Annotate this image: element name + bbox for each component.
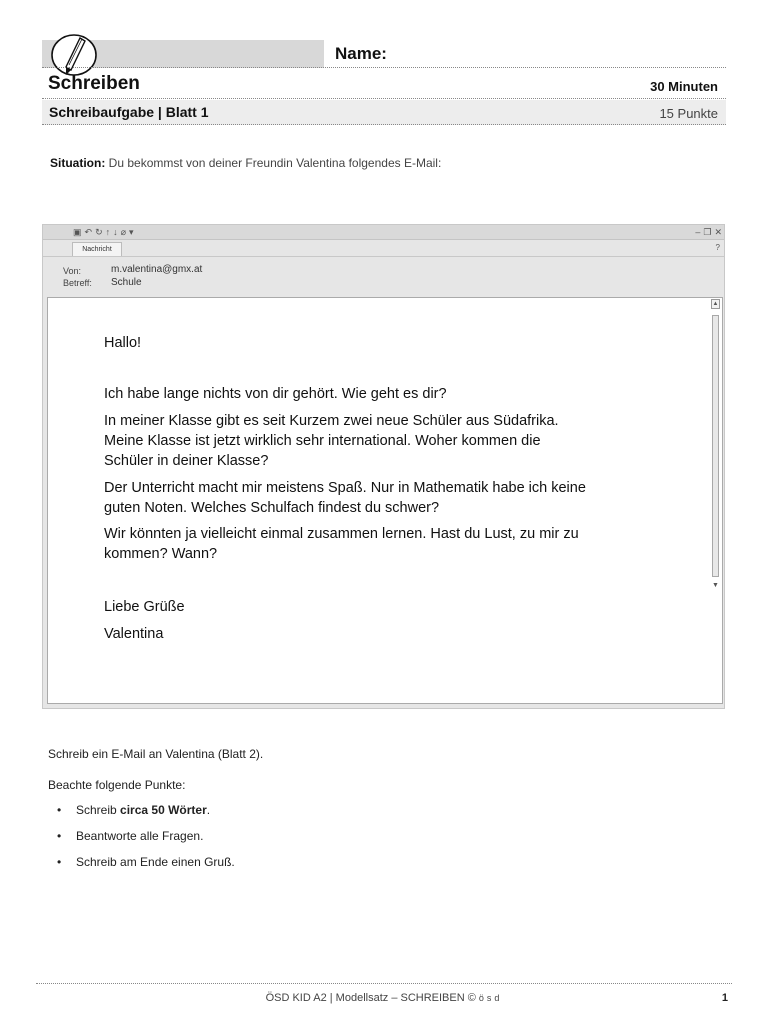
body-line: Der Unterricht macht mir meistens Spaß. Nur in Mathematik habe ich keine [104,480,586,496]
subject-value: Schule [111,277,142,288]
body-line: kommen? Wann? [104,546,218,562]
pencil-icon [47,32,99,78]
bullet-icon: • [57,803,62,817]
task-points-list [57,802,235,880]
footer-text: ÖSD KID A2 | Modellsatz – SCHREIBEN © ösd [265,992,503,1004]
body-line: Wir könnten ja vielleicht einmal zusammen lernen. Hast du Lust, zu mir zu [104,526,579,542]
email-body [47,297,723,704]
scroll-up-icon[interactable]: ▲ [712,301,719,307]
footer-divider [36,983,732,984]
list-item: • Beantworte alle Fragen. [57,829,204,843]
body-line: Ich habe lange nichts von dir gehört. Wie geht es dir? [104,386,447,402]
customize-icon[interactable]: ▾ [129,227,134,237]
points-intro: Beachte folgende Punkte: [48,778,186,792]
body-line: Schüler in deiner Klasse? [104,453,269,469]
bullet-icon: • [57,855,62,869]
undo-icon[interactable]: ↶ [84,227,93,237]
close-icon[interactable]: ✕ [714,227,722,237]
help-icon[interactable]: ? [715,243,720,252]
name-label: Name: [335,44,387,63]
list-item: • Schreib circa 50 Wörter. [57,803,211,817]
body-line: guten Noten. Welches Schulfach findest du schwer? [104,500,440,516]
scroll-thumb[interactable] [712,315,719,577]
situation-text [50,156,441,170]
header-divider-2 [42,98,726,99]
points-label: 15 Punkte [659,106,718,121]
up-arrow-icon[interactable]: ↑ [105,227,111,237]
body-line: In meiner Klasse gibt es seit Kurzem zwei neue Schüler aus Südafrika. [104,413,559,429]
down-arrow-icon[interactable]: ↓ [113,227,118,237]
restore-icon[interactable]: ❐ [703,227,712,237]
task-instruction: Schreib ein E-Mail an Valentina (Blatt 2). [48,747,264,761]
minimize-icon[interactable]: – [695,227,701,237]
from-value: m.valentina@gmx.at [111,264,203,275]
scrollbar[interactable] [711,299,720,589]
osd-logo: ösd [478,993,503,1003]
quick-access-toolbar [43,225,724,240]
situation-label: Situation: [50,156,106,170]
list-item: • Schreib am Ende einen Gruß. [57,855,235,869]
duration-label: 30 Minuten [650,79,718,94]
subtitle-bar [42,100,726,125]
redo-icon[interactable]: ↻ [95,227,103,237]
quick-access-icons [73,227,134,238]
page-title: Schreiben [48,73,140,94]
body-line: Hallo! [104,335,142,351]
situation-description: Du bekommst von deiner Freundin Valentina folgendes E-Mail: [108,156,442,170]
bullet-icon: • [57,829,62,843]
attachment-icon[interactable]: ⌀ [120,227,127,237]
body-line: Meine Klasse ist jetzt wirklich sehr international. Woher kommen die [104,433,541,449]
from-label: Von: [63,266,82,276]
subject-label: Betreff: [63,278,92,288]
tab-message[interactable]: Nachricht [72,242,122,256]
task-subtitle: Schreibaufgabe | Blatt 1 [49,104,209,120]
email-window [42,224,725,709]
page-number: 1 [721,992,728,1004]
body-line: Valentina [104,626,164,642]
header-divider [42,67,726,68]
scroll-down-icon[interactable]: ▼ [712,582,719,589]
save-icon[interactable]: ▣ [73,227,82,237]
ribbon-divider [43,256,724,257]
window-controls [695,226,722,238]
body-line: Liebe Grüße [104,599,185,615]
